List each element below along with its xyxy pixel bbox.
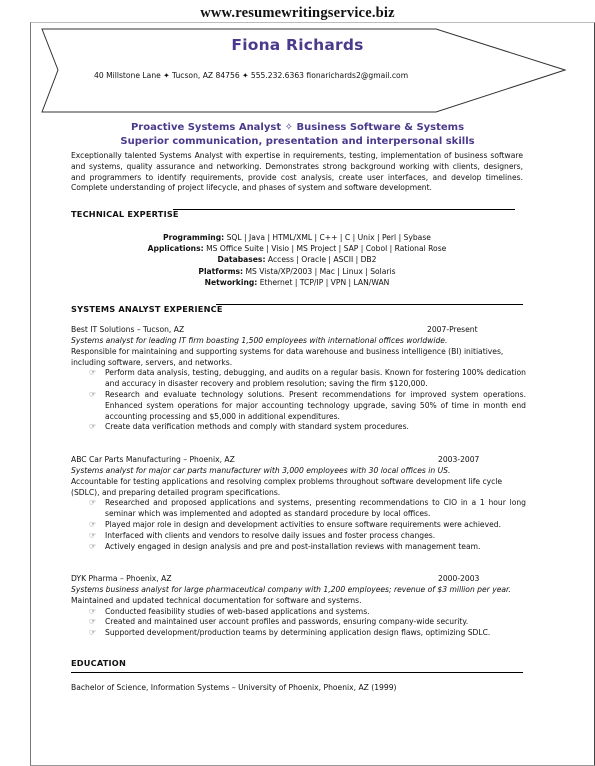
- job-tagline: Systems business analyst for large pharmaceutical company with 1,200 employees; revenue of $3 million per year.: [71, 585, 511, 594]
- skill-row: Programming: SQL | Java | HTML/XML | C++ | C | Unix | Perl | Sybase: [163, 233, 431, 242]
- job-bullet: ☞ Played major role in design and development activities to ensure software requirements were achieved.: [89, 519, 502, 529]
- job-bullet: ☞ Conducted feasibility studies of web-based applications and systems.: [89, 606, 370, 616]
- hand-pointing-right-icon: ☞: [89, 530, 97, 540]
- hand-pointing-right-icon: ☞: [89, 606, 97, 616]
- hand-pointing-right-icon: ☞: [89, 422, 97, 432]
- job-bullet: ☞ Supported development/production teams by determining application design flaws, optimizing SDLC.: [89, 628, 491, 638]
- section-title-experience: SYSTEMS ANALYST EXPERIENCE: [71, 304, 223, 314]
- job-entry: [71, 455, 526, 552]
- section-divider: [173, 209, 515, 210]
- job-bullet: ☞ Create data verification methods and comply with standard system procedures.: [89, 422, 409, 432]
- job-tagline: Systems analyst for leading IT firm boasting 1,500 employees with international offices worldwide.: [71, 336, 448, 345]
- site-url: www.resumewritingservice.biz: [200, 5, 395, 21]
- skill-row: Applications: MS Office Suite | Visio | MS Project | SAP | Cobol | Rational Rose: [147, 244, 447, 254]
- job-bullet: ☞ Interfaced with clients and vendors to resolve daily issues and foster process changes.: [89, 530, 436, 540]
- skill-row: Networking: Ethernet | TCP/IP | VPN | LAN/WAN: [204, 277, 390, 287]
- section-divider: [216, 304, 523, 305]
- job-description: Maintained and updated technical documentation for software and systems.: [71, 595, 362, 605]
- job-bullet: ☞ Created and maintained user account profiles and passwords, ensuring company-wide security.: [89, 617, 469, 627]
- job-description: Responsible for maintaining and supporting systems for data warehouse and business intelligence (BI) initiatives, including software, servers, and networks.: [71, 346, 504, 367]
- job-bullet: ☞ Perform data analysis, testing, debugging, and audits on a regular basis. Known for fostering 100% dedication and accuracy in disaster recovery and problem resolution; saving the firm $120,000.: [89, 368, 526, 389]
- job-tagline: Systems analyst for major car parts manufacturer with 3,000 employees with 30 local offices in US.: [71, 466, 451, 475]
- hand-pointing-right-icon: ☞: [89, 628, 97, 638]
- section-divider: [71, 672, 523, 673]
- candidate-name: Fiona Richards: [231, 36, 364, 54]
- job-description: Accountable for testing applications and resolving complex problems throughout software development life cycle (SDLC), and preparing detailed program specifications.: [71, 476, 503, 497]
- job-entry: [71, 574, 526, 639]
- job-company: DYK Pharma – Phoenix, AZ: [71, 574, 172, 583]
- education-entry: Bachelor of Science, Information Systems – University of Phoenix, Phoenix, AZ (1999): [71, 683, 397, 692]
- job-dates: 2000-2003: [438, 574, 480, 583]
- hand-pointing-right-icon: ☞: [89, 617, 97, 627]
- job-dates: 2003-2007: [438, 455, 480, 464]
- job-dates: 2007-Present: [427, 325, 478, 334]
- technical-skills: [71, 232, 523, 288]
- skill-row: Platforms: MS Vista/XP/2003 | Mac | Linux | Solaris: [198, 266, 396, 276]
- job-bullet: ☞ Researched and proposed applications and systems, presenting recommendations to CIO in a 1 hour long seminar which was implemented and adopted as standard procedure by local offices.: [89, 498, 526, 519]
- job-bullet: ☞ Research and evaluate technology solutions. Present recommendations for improved system operations. Enhanced system operations for major accounting technology upgrade, saving 50% of time in month end accounting processing and $5,000 in additional expenditures.: [89, 389, 526, 421]
- hand-pointing-right-icon: ☞: [89, 541, 97, 551]
- job-company: ABC Car Parts Manufacturing – Phoenix, AZ: [71, 455, 235, 464]
- job-company: Best IT Solutions – Tucson, AZ: [71, 325, 185, 334]
- job-entry: [71, 325, 526, 433]
- job-bullet: ☞ Actively engaged in design analysis and pre and post-installation reviews with management team.: [89, 541, 481, 551]
- skill-row: Databases: Access | Oracle | ASCII | DB2: [217, 255, 377, 265]
- hand-pointing-right-icon: ☞: [89, 498, 97, 508]
- section-title-technical: TECHNICAL EXPERTISE: [71, 209, 179, 219]
- contact-info: 40 Millstone Lane ✦ Tucson, AZ 84756 ✦ 555.232.6363 fionarichards2@gmail.com: [94, 71, 409, 80]
- hand-pointing-right-icon: ☞: [89, 368, 97, 378]
- section-title-education: EDUCATION: [71, 658, 126, 668]
- headline-subtitle: Superior communication, presentation and interpersonal skills: [120, 136, 475, 147]
- headline-title: Proactive Systems Analyst ✧ Business Software & Systems: [130, 122, 465, 133]
- hand-pointing-right-icon: ☞: [89, 389, 97, 399]
- hand-pointing-right-icon: ☞: [89, 519, 97, 529]
- professional-summary: Exceptionally talented Systems Analyst with expertise in requirements, testing, implementation of business software and systems, quality assurance and networking. Demonstrates strong background working with clients, designers, and programmers to identify requirements, provide cost analysis, create user interfaces, and develop timelines. Complete understanding of project lifecycle, and phases of system and software development.: [71, 151, 523, 193]
